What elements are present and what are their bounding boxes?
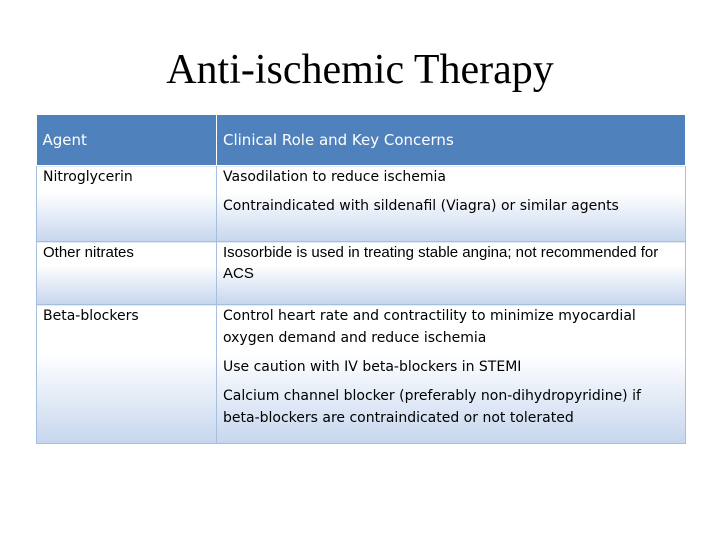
- agent-name: Beta-blockers: [43, 308, 139, 324]
- notes-cell: [217, 242, 686, 305]
- note-text: Calcium channel blocker (preferably non-dihydropyridine) if beta-blockers are contraindicated or not tolerated: [223, 388, 641, 426]
- note-text: Use caution with IV beta-blockers in STEMI: [223, 359, 522, 375]
- table-row: [37, 166, 686, 242]
- note-text: Contraindicated with sildenafil (Viagra) or similar agents: [223, 198, 619, 214]
- note-text: Control heart rate and contractility to minimize myocardial oxygen demand and reduce ischemia: [223, 308, 636, 346]
- agent-name: Other nitrates: [43, 244, 134, 261]
- header-agent: Agent: [37, 115, 217, 166]
- notes-cell: [217, 305, 686, 444]
- header-clinical-role: Clinical Role and Key Concerns: [217, 115, 686, 166]
- agent-cell: [37, 305, 217, 444]
- notes-cell: [217, 166, 686, 242]
- agent-cell: [37, 166, 217, 242]
- note-text: Isosorbide is used in treating stable angina; not recommended for ACS: [223, 244, 659, 282]
- note-text: Vasodilation to reduce ischemia: [223, 169, 447, 185]
- table-header-row: [37, 115, 686, 166]
- table-row: [37, 305, 686, 444]
- agent-name: Nitroglycerin: [43, 169, 133, 185]
- table-row: [37, 242, 686, 305]
- slide-title: Anti-ischemic Therapy: [166, 47, 554, 93]
- agent-cell: [37, 242, 217, 305]
- therapy-table: [36, 115, 686, 444]
